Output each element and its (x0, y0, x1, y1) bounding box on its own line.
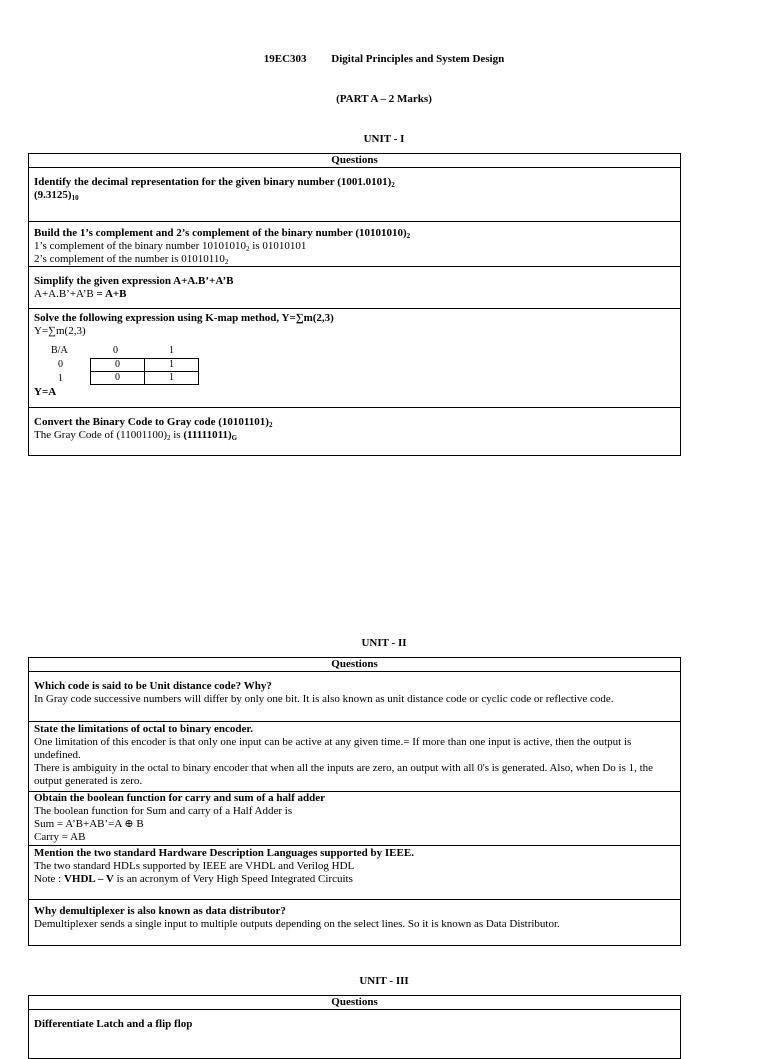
course-header (0, 53, 768, 66)
course-code: 19EC303 (263, 53, 307, 65)
question-text: Solve the following expression using K-map method, Y=∑m(2,3) (34, 312, 334, 324)
question-text: Why demultiplexer is also known as data distributor? (34, 905, 286, 917)
unit2-q2 (29, 722, 681, 792)
kmap-grid (90, 358, 199, 385)
question-text: Mention the two standard Hardware Description Languages supported by IEEE. (34, 847, 414, 859)
unit2-table (28, 657, 681, 946)
unit3-title: UNIT - III (359, 975, 409, 987)
answer-text: In Gray code successive numbers will differ by only one bit. It is also known as unit distance code or cyclic code or reflective code. (34, 693, 614, 705)
unit2-q5 (29, 900, 681, 946)
unit1-table (28, 153, 681, 456)
unit2-q3 (29, 792, 681, 846)
answer-text: $(9.3125)_{10}$ (34, 189, 79, 202)
kmap-cell: 1 (145, 372, 199, 385)
kmap-row-label: 1 (58, 373, 63, 384)
answer-text: A+A.B’+A’B = A+B (34, 288, 127, 300)
unit2-q4 (29, 846, 681, 900)
unit1-q4 (29, 309, 681, 408)
answer-text: Carry = AB (34, 831, 86, 843)
kmap-row-label: 0 (58, 359, 63, 370)
part-title: (PART A – 2 Marks) (336, 93, 432, 105)
answer-line: 2’s complement of the number is $01010110_2$ (34, 253, 229, 266)
kmap-result: Y=A (34, 386, 57, 398)
unit1-title: UNIT - I (363, 133, 405, 145)
question-text: Identify the decimal representation for the given binary number $(1001.0101)_2$ (34, 176, 395, 189)
question-text: Build the 1’s complement and 2’s complement of the binary number $(10101010)_2$ (34, 227, 411, 240)
question-text: Which code is said to be Unit distance code? Why? (34, 680, 272, 692)
kmap (34, 344, 675, 386)
kmap-corner-label: B/A (51, 345, 68, 356)
answer-text: The Gray Code of $(11001100)_2$ is $(11111011)_G$ (34, 429, 238, 442)
unit1-q1 (29, 168, 681, 222)
unit2-title: UNIT - II (361, 637, 407, 649)
answer-line: 1’s complement of the binary number $10101010_2$ is 01010101 (34, 240, 307, 253)
answer-text: Sum = A’B+AB’=A ⊕ B (34, 818, 144, 830)
answer-text: There is ambiguity in the octal to binary encoder that when all the inputs are zero, an output with all 0's is generated. Also, when Do is 1, the output generated is zero. (34, 762, 654, 787)
unit3-q1 (29, 1010, 681, 1059)
answer-text: The two standard HDLs supported by IEEE are VHDL and Verilog HDL (34, 860, 355, 872)
unit3-table (28, 995, 681, 1059)
questions-header: Questions (29, 658, 681, 672)
kmap-cell: 0 (91, 359, 145, 372)
unit1-q3 (29, 267, 681, 309)
kmap-col-label: 1 (169, 345, 174, 356)
question-text: State the limitations of octal to binary encoder. (34, 723, 253, 735)
question-text: Convert the Binary Code to Gray code $(10101101)_2$ (34, 416, 273, 429)
unit1-q2 (29, 222, 681, 267)
questions-header: Questions (29, 154, 681, 168)
unit2-q1 (29, 672, 681, 722)
course-title: Digital Principles and System Design (331, 53, 505, 65)
answer-text: Note : VHDL – V is an acronym of Very High Speed Integrated Circuits (34, 873, 353, 885)
kmap-cell: 1 (145, 359, 199, 372)
question-text: Obtain the boolean function for carry and sum of a half adder (34, 792, 326, 804)
kmap-col-label: 0 (113, 345, 118, 356)
questions-header: Questions (29, 996, 681, 1010)
answer-text: The boolean function for Sum and carry of a Half Adder is (34, 805, 293, 817)
question-text: Differentiate Latch and a flip flop (34, 1018, 193, 1030)
answer-text: Demultiplexer sends a single input to multiple outputs depending on the select lines. So it is known as Data Distributor. (34, 918, 560, 930)
answer-text: One limitation of this encoder is that only one input can be active at any given time.= If more than one input is active, then the output is undefined. (34, 736, 632, 761)
kmap-cell: 0 (91, 372, 145, 385)
answer-text: Y=∑m(2,3) (34, 325, 86, 337)
question-text: Simplify the given expression A+A.B’+A’B (34, 275, 234, 287)
unit1-q5 (29, 408, 681, 456)
